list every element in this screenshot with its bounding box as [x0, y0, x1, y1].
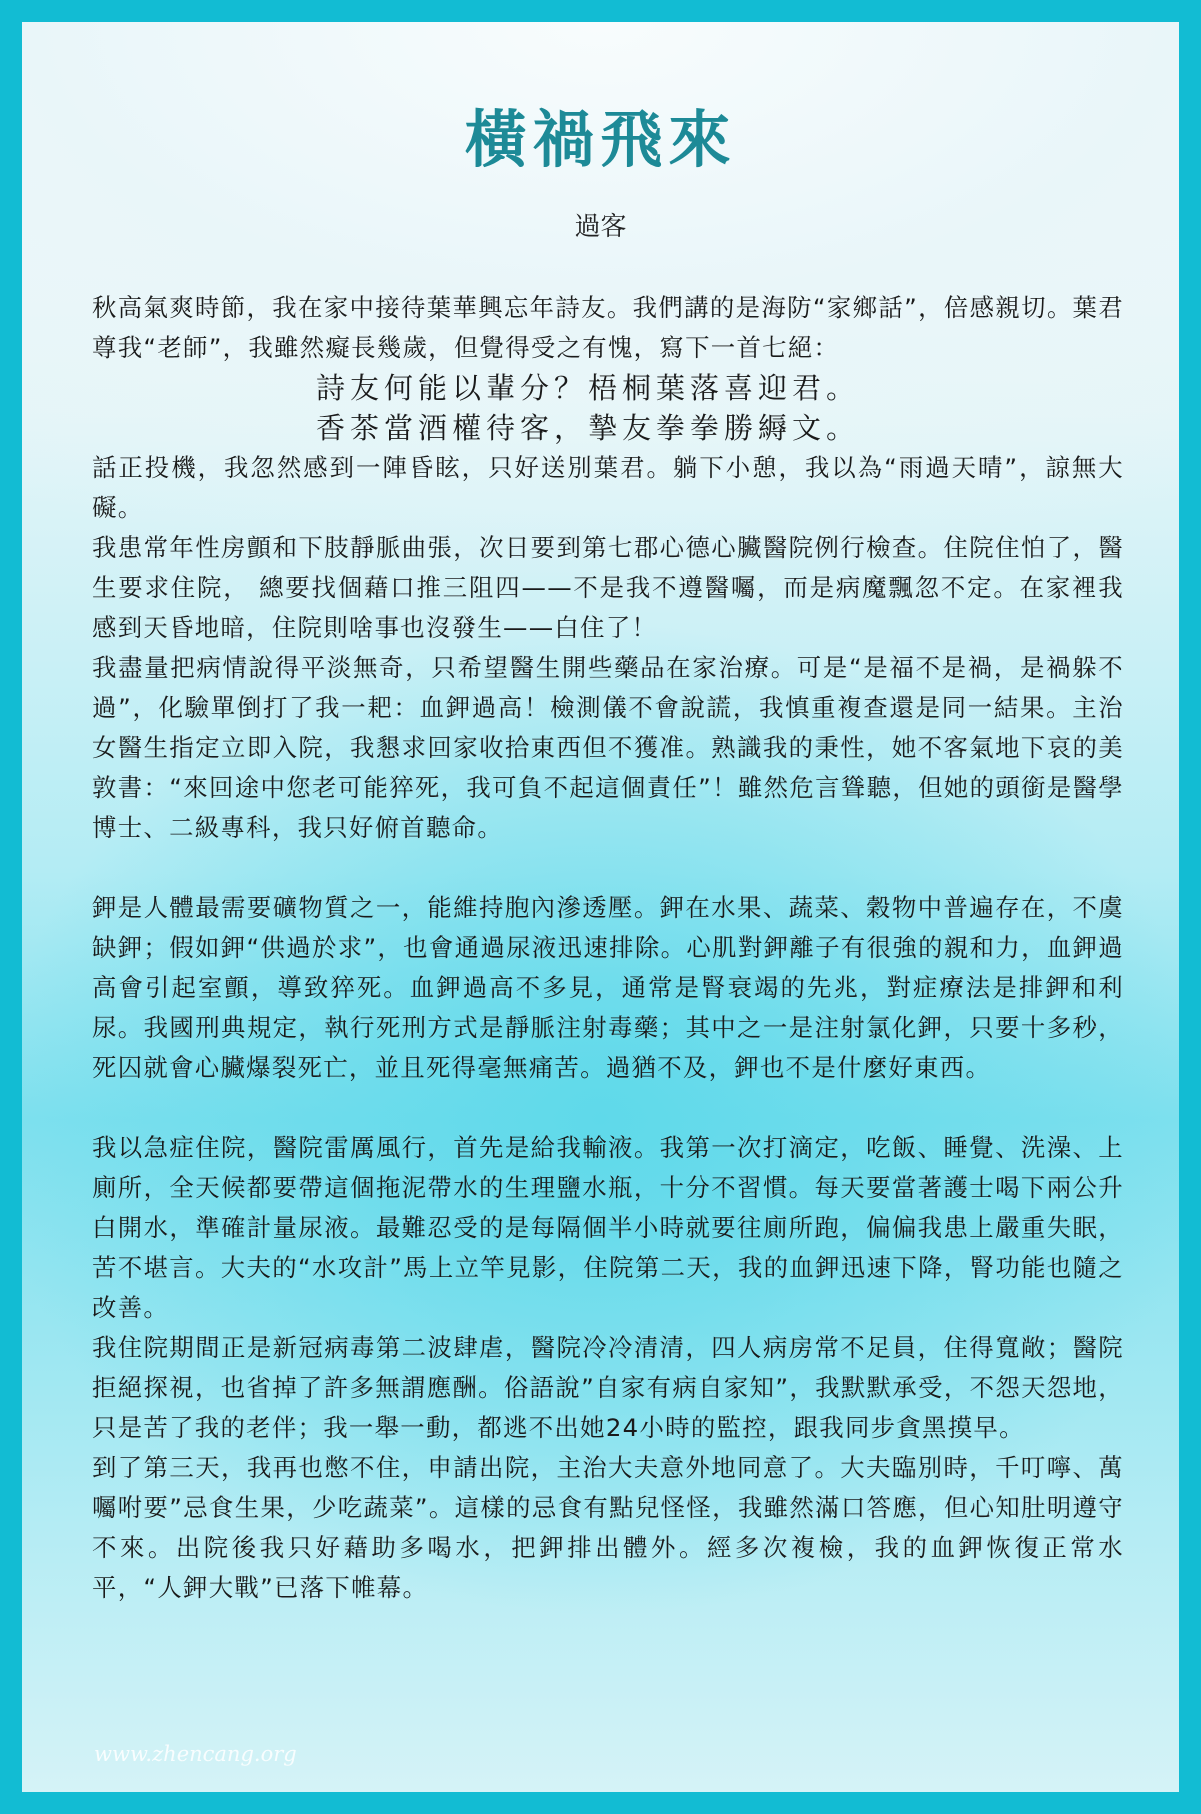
article-body — [92, 288, 1124, 1608]
poem-line: 香茶當酒權待客，摯友拳拳勝縟文。 — [315, 411, 860, 445]
paragraph: 鉀是人體最需要礦物質之一，能維持胞內滲透壓。鉀在水果、蔬菜、穀物中普遍存在，不虞缺鉀；假如鉀“供過於求”，也會通過尿液迅速排除。心肌對鉀離子有很強的親和力，血鉀過高會引起室顫，導致猝死。血鉀過高不多見，通常是腎衰竭的先兆，對症療法是排鉀和利尿。我國刑典規定，執行死刑方式是靜脈注射毒藥；其中之一是注射氯化鉀，只要十多秒，死囚就會心臟爆裂死亡，並且死得毫無痛苦。過猶不及，鉀也不是什麼好東西。 — [92, 893, 1124, 1082]
paragraph: 我盡量把病情說得平淡無奇，只希望醫生開些藥品在家治療。可是“是福不是禍，是禍躲不過”，化驗單倒打了我一耙：血鉀過高！檢測儀不會說謊，我慎重複查還是同一結果。主治女醫生指定立即入院，我懇求回家收拾東西但不獲准。熟識我的秉性，她不客氣地下哀的美敦書：“來回途中您老可能猝死，我可負不起這個責任”！雖然危言聳聽，但她的頭銜是醫學博士、二級專科，我只好俯首聽命。 — [92, 653, 1124, 842]
paragraph: 話正投機，我忽然感到一陣昏眩，只好送別葉君。躺下小憩，我以為“雨過天晴”，諒無大礙。 — [92, 453, 1124, 522]
website-url: www.zhencang.org — [94, 1742, 297, 1766]
author-name: 過客 — [574, 212, 627, 242]
paragraph: 我患常年性房顫和下肢靜脈曲張，次日要到第七郡心德心臟醫院例行檢查。住院住怕了，醫生要求住院， 總要找個藉口推三阻四——不是我不遵醫囑，而是病魔飄忽不定。在家裡我感到天昏地暗，住院則啥事也沒發生——白住了！ — [92, 533, 1124, 642]
article-page — [22, 22, 1179, 1792]
paragraph: 到了第三天，我再也憋不住，申請出院，主治大夫意外地同意了。大夫臨別時，千叮嚀、萬囑咐要”忌食生果，少吃蔬菜”。這樣的忌食有點兒怪怪，我雖然滿口答應，但心知肚明遵守不來。出院後我只好藉助多喝水，把鉀排出體外。經多次複檢，我的血鉀恢復正常水平，“人鉀大戰”已落下帷幕。 — [92, 1453, 1124, 1602]
paragraph: 我以急症住院，醫院雷厲風行，首先是給我輸液。我第一次打滴定，吃飯、睡覺、洗澡、上廁所，全天候都要帶這個拖泥帶水的生理鹽水瓶，十分不習慣。每天要當著護士喝下兩公升白開水，準確計量尿液。最難忍受的是每隔個半小時就要往廁所跑，偏偏我患上嚴重失眠，苦不堪言。大夫的“水攻計”馬上立竿見影，住院第二天，我的血鉀迅速下降，腎功能也隨之改善。 — [92, 1133, 1124, 1322]
paragraph-gap — [92, 1088, 1124, 1128]
paragraph-gap — [92, 848, 1124, 888]
paragraph: 我住院期間正是新冠病毒第二波肆虐，醫院冷冷清清，四人病房常不足員，住得寬敞；醫院拒絕探視，也省掉了許多無謂應酬。俗語說”自家有病自家知”，我默默承受，不怨天怨地，只是苦了我的老伴；我一舉一動，都逃不出她24小時的監控，跟我同步貪黑摸早。 — [92, 1333, 1124, 1442]
article-title: 橫禍飛來 — [464, 103, 737, 176]
paragraph: 秋高氣爽時節，我在家中接待葉華興忘年詩友。我們講的是海防“家鄉話”，倍感親切。葉君尊我“老師”，我雖然癡長幾歲，但覺得受之有愧，寫下一首七絕： — [92, 293, 1124, 362]
poem-line: 詩友何能以輩分？梧桐葉落喜迎君。 — [315, 371, 860, 405]
